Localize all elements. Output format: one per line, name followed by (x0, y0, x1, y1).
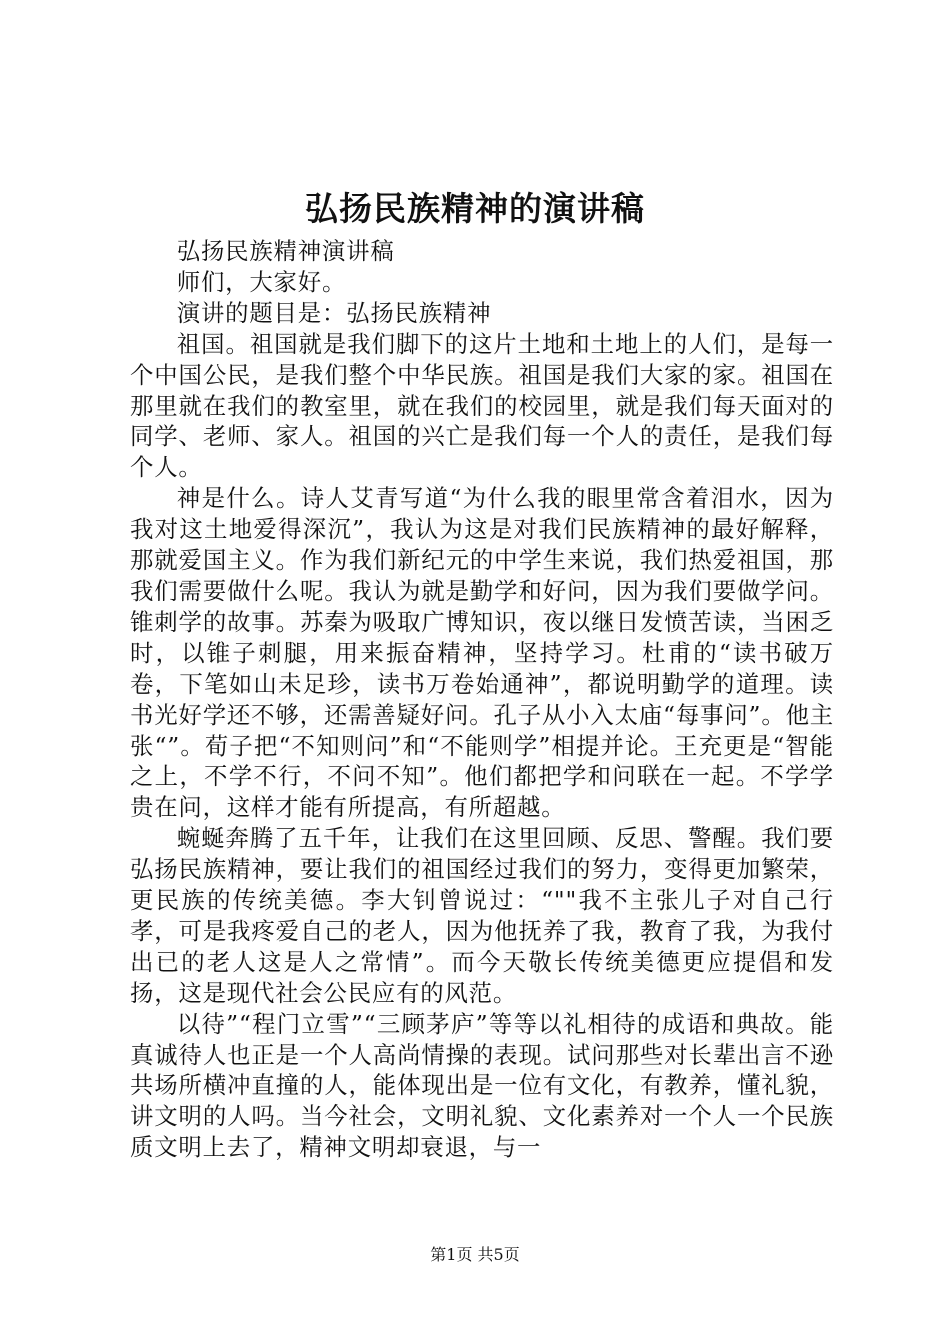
paragraph: 弘扬民族精神演讲稿 (176, 237, 395, 265)
paragraph: 师们，大家好。 (176, 267, 347, 296)
paragraph: 蜿蜒奔腾了五千年，让我们在这里回顾、反思、警醒。我们要弘扬民族精神，要让我们的祖国经过我们的努力，变得更加繁荣，更民族的传统美德。李大钊曾说过：“""我不主张儿子对自己行孝，可是我疼爱自己的老人，因为他抚养了我，教育了我，为我付出已的老人这是人之常情”。而今天敬长传统美德更应提倡和发扬，这是现代社会公民应有的风范。 (130, 824, 834, 1007)
paragraph: 祖国。祖国就是我们脚下的这片土地和土地上的人们，是每一个中国公民，是我们整个中华民族。祖国是我们大家的家。祖国在那里就在我们的教室里，就在我们的校园里，就是我们每天面对的同学、老师、家人。祖国的兴亡是我们每一个人的责任，是我们每个人。 (130, 329, 834, 482)
paragraph: 以待”“程门立雪”“三顾茅庐”等等以礼相待的成语和典故。能真诚待人也正是一个人高尚情操的表现。试问那些对长辈出言不逊共场所横冲直撞的人，能体现出是一位有文化，有教养，懂礼貌，讲文明的人吗。当今社会，文明礼貌、文化素养对一个人一个民族质文明上去了，精神文明却衰退，与一 (130, 1009, 834, 1162)
paragraph: 演讲的题目是：弘扬民族精神 (176, 298, 492, 327)
document-title: 弘扬民族精神的演讲稿 (305, 189, 645, 228)
paragraph: 神是什么。诗人艾青写道“为什么我的眼里常含着泪水，因为我对这土地爱得深沉”，我认为这是对我们民族精神的最好解释，那就爱国主义。作为我们新纪元的中学生来说，我们热爱祖国，那我们需要做什么呢。我认为就是勤学和好问，因为我们要做学问。锥刺学的故事。苏秦为吸取广博知识，夜以继日发愤苦读，当困乏时，以锥子刺腿，用来振奋精神，坚持学习。杜甫的“读书破万卷，下笔如山未足珍，读书万卷始通神”，都说明勤学的道理。读书光好学还不够，还需善疑好问。孔子从小入太庙“每事问”。他主张“”。荀子把“不知则问”和“不能则学”相提并论。王充更是“智能之上，不学不行，不问不知”。他们都把学和问联在一起。不学学贵在问，这样才能有所提高，有所超越。 (130, 484, 834, 822)
page-number-footer: 第1页 共5页 (430, 1245, 520, 1264)
document-body (130, 236, 834, 1163)
